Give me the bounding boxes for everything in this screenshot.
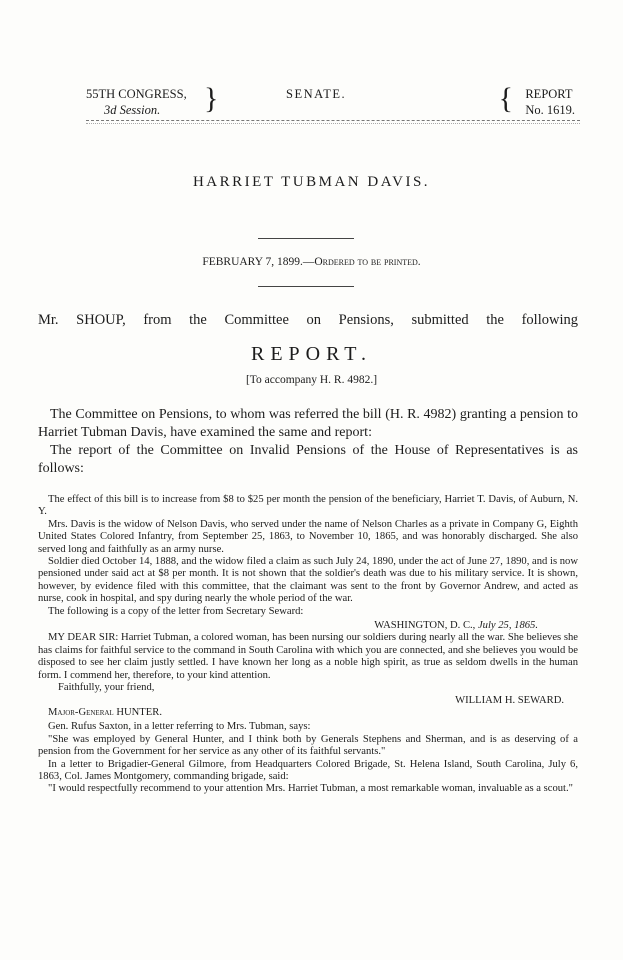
dateline: FEBRUARY 7, 1899.—Ordered to be printed. xyxy=(202,256,421,268)
title-rule xyxy=(258,238,354,239)
letter-date: July 25, 1865. xyxy=(477,620,538,632)
paragraph-montgomery-intro: In a letter to Brigadier-General Gilmore, from Headquarters Colored Brigade, St. Helena Island, South Carolina, July 6, 1863, Col. James Montgomery, commanding brigade, said: xyxy=(38,758,578,782)
paragraph-bill-referral: The Committee on Pensions, to whom was referred the bill (H. R. 4982) granting a pension to Harriet Tubman Davis, have examined the same and report: xyxy=(38,407,578,440)
report-number-block xyxy=(515,86,575,118)
report-header xyxy=(86,82,575,120)
paragraph-saxton-intro: Gen. Rufus Saxton, in a letter referring to Mrs. Tubman, says: xyxy=(48,721,311,733)
letter-close: Faithfully, your friend, xyxy=(58,682,155,694)
congress-label: 55TH CONGRESS, xyxy=(86,87,187,101)
report-heading: REPORT. xyxy=(251,343,372,365)
paragraph-effect: The effect of this bill is to increase from $8 to $25 per month the pension of the beneficiary, Harriet T. Davis, of Auburn, N. Y. xyxy=(38,494,578,518)
report-number: No. 1619. xyxy=(525,103,575,117)
letter-place: WASHINGTON, D. C., xyxy=(374,620,478,632)
letter-addressee: Major-General HUNTER. xyxy=(48,706,162,718)
paragraph-saxton-quote: "She was employed by General Hunter, and I think both by Generals Stephens and Sherman, and is as deserving of a pension from the Government for her service as any other of its faithful servants." xyxy=(38,733,578,758)
letter-dateline xyxy=(38,620,578,632)
paragraph-montgomery-quote: "I would respectfully recommend to your attention Mrs. Harriet Tubman, a most remarkable woman, invaluable as a scout." xyxy=(48,783,573,795)
paragraph-widow: Mrs. Davis is the widow of Nelson Davis, who served under the name of Nelson Charles as a private in Company G, Eighth United States Colored Infantry, from September 25, 1863, to November 10, 1865, and was honorably discharged. She also served long and faithfully as an army nurse. xyxy=(38,518,578,555)
paragraph-house-report: The report of the Committee on Invalid Pensions of the House of Representatives is as follows: xyxy=(38,443,578,476)
dateline-rule xyxy=(258,286,354,287)
paragraph-soldier-death: Soldier died October 14, 1888, and the widow filed a claim as such July 24, 1890, under the act of June 27, 1890, and is now pensioned under said act at $8 per month. It is not shown that the soldier's death was due to his military service. It is shown, however, by evidence filed with this committee, that the claimant was sent to the front by Governor Andrew, and acted as nurse, cook in hospital, and spy during nearly the whole period of the war. xyxy=(38,556,578,605)
chamber-label: SENATE. xyxy=(286,87,347,101)
submission-intro: Mr. SHOUP, from the Committee on Pensions, submitted the following xyxy=(38,312,578,328)
main-paragraphs xyxy=(38,406,578,478)
header-divider xyxy=(86,120,580,121)
paragraph-seward-intro: The following is a copy of the letter from Secretary Seward: xyxy=(48,605,304,617)
left-brace-glyph: { xyxy=(498,82,513,115)
right-brace-glyph: } xyxy=(204,82,219,115)
congress-session-block xyxy=(86,86,187,118)
quoted-report xyxy=(38,494,578,796)
letter-signature: WILLIAM H. SEWARD. xyxy=(455,694,564,706)
header-divider-secondary xyxy=(86,123,580,124)
report-label: REPORT xyxy=(525,87,573,101)
document-title: HARRIET TUBMAN DAVIS. xyxy=(192,174,431,190)
accompany-note: [To accompany H. R. 4982.] xyxy=(245,374,378,386)
session-label: 3d Session. xyxy=(104,103,161,117)
letter-body: MY DEAR SIR: Harriet Tubman, a colored woman, has been nursing our soldiers during nearly all the war. She believes she has claims for faithful service to the command in South Carolina with which you are connected, and she believes you would be disposed to see her claim justly settled. I have known her long as a noble high spirit, as true as seldom dwells in the human form. I commend her, therefore, to your kind attention. xyxy=(38,632,578,681)
